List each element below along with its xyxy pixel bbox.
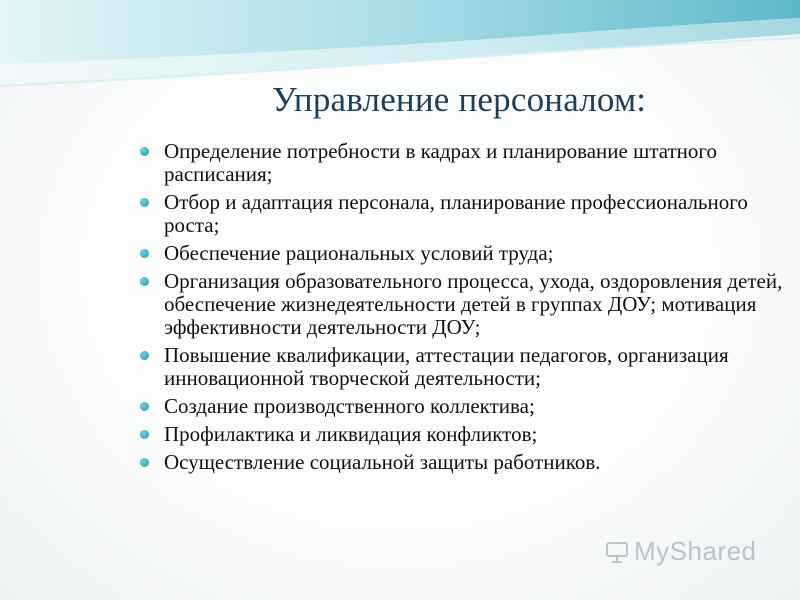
list-item-text: Определение потребности в кадрах и планирование штатного расписания; (164, 139, 717, 186)
bullet-icon (140, 147, 149, 156)
bullet-icon (140, 277, 149, 286)
list-item-text: Повышение квалификации, аттестации педагогов, организация инновационной творческой деятельности; (164, 343, 729, 390)
list-item-text: Профилактика и ликвидация конфликтов; (164, 422, 538, 446)
list-item-text: Создание производственного коллектива; (164, 394, 535, 418)
list-item (140, 423, 790, 446)
bullet-icon (140, 402, 149, 411)
bullet-icon (140, 458, 149, 467)
bullet-icon (140, 249, 149, 258)
list-item (140, 270, 790, 339)
list-item (140, 395, 790, 418)
list-item (140, 344, 790, 390)
list-item (140, 242, 790, 265)
list-item (140, 451, 790, 474)
list-item-text: Отбор и адаптация персонала, планирование профессионального роста; (164, 190, 748, 237)
list-item-text: Обеспечение рациональных условий труда; (164, 241, 554, 265)
bullet-icon (140, 351, 149, 360)
bullet-icon (140, 198, 149, 207)
list-item (140, 191, 790, 237)
watermark-text: MyShared (634, 536, 757, 566)
slideshow-icon (604, 539, 630, 565)
watermark (604, 536, 757, 567)
list-item-text: Организация образовательного процесса, ухода, оздоровления детей, обеспечение жизнедеятельности детей в группах ДОУ; мотивация эффективности деятельности ДОУ; (164, 269, 783, 339)
list-item (140, 140, 790, 186)
list-item-text: Осуществление социальной защиты работников. (164, 450, 601, 474)
bullet-list (140, 140, 790, 479)
slide-title: Управление персоналом: (272, 80, 647, 119)
bullet-icon (140, 430, 149, 439)
